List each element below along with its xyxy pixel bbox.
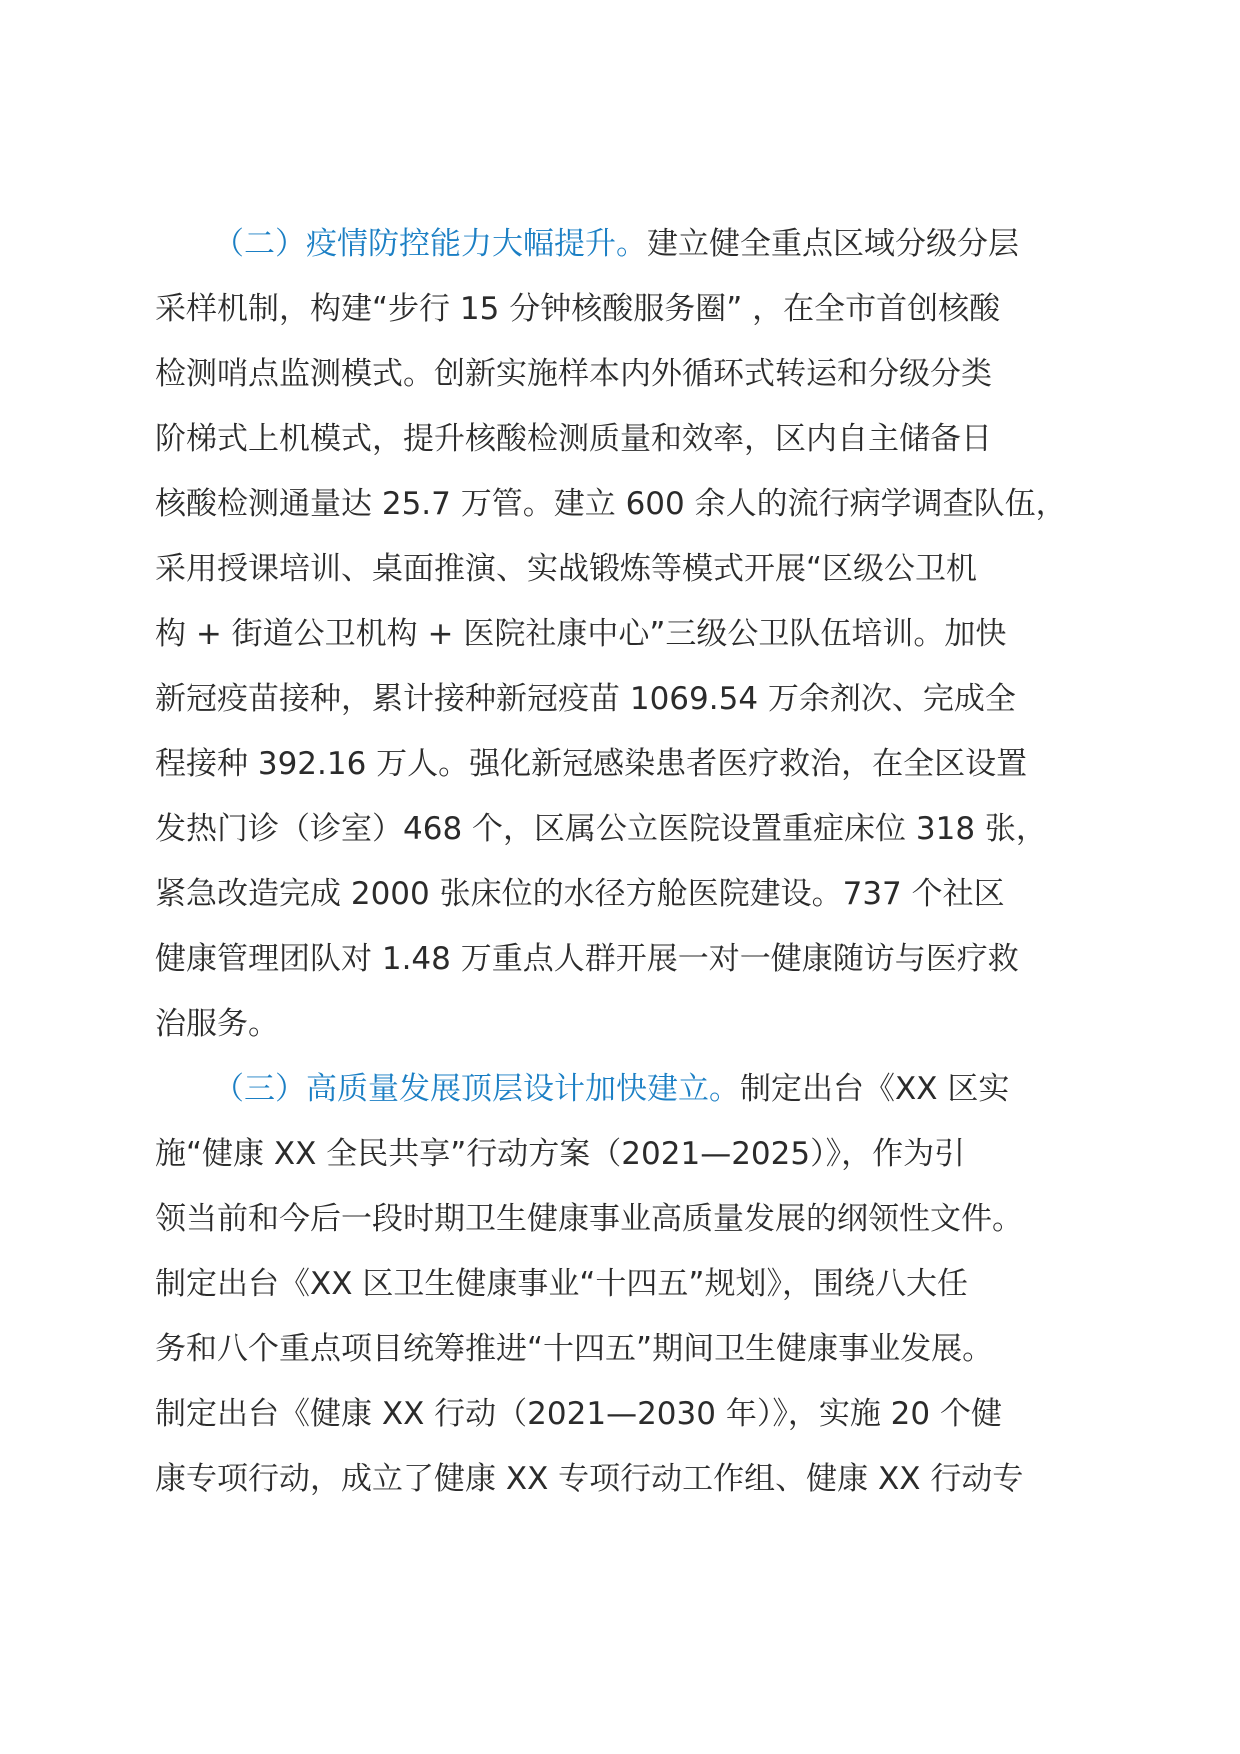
body-line: 制定出台《XX 区卫生健康事业“十四五”规划》，围绕八大任 (155, 1266, 968, 1302)
body-line: 采样机制，构建“步行 15 分钟核酸服务圈” ，在全市首创核酸 (155, 291, 1001, 327)
section-3-heading: （三）高质量发展顶层设计加快建立。 (213, 1071, 740, 1107)
body-line: 核酸检测通量达 25.7 万管。建立 600 余人的流行病学调查队伍， (155, 486, 1067, 522)
section-3-text: 制定出台《XX 区实 (740, 1071, 1010, 1107)
body-line: 新冠疫苗接种，累计接种新冠疫苗 1069.54 万余剂次、完成全 (155, 681, 1016, 717)
body-line: 务和八个重点项目统筹推进“十四五”期间卫生健康事业发展。 (155, 1331, 994, 1367)
body-line: 程接种 392.16 万人。强化新冠感染患者医疗救治，在全区设置 (155, 746, 1028, 782)
section-2-heading: （二）疫情防控能力大幅提升。 (213, 226, 647, 262)
body-line: 施“健康 XX 全民共享”行动方案（2021—2025）》，作为引 (155, 1136, 966, 1172)
section-2-line-1 (155, 212, 1135, 277)
body-line: 治服务。 (155, 1006, 279, 1042)
section-3-line-1 (155, 1057, 1135, 1122)
body-line: 采用授课培训、桌面推演、实战锻炼等模式开展“区级公卫机 (155, 551, 978, 587)
body-line: 康专项行动，成立了健康 XX 专项行动工作组、健康 XX 行动专 (155, 1461, 1024, 1497)
body-line: 构 + 街道公卫机构 + 医院社康中心”三级公卫队伍培训。加快 (155, 616, 1007, 652)
body-line: 健康管理团队对 1.48 万重点人群开展一对一健康随访与医疗救 (155, 941, 1019, 977)
body-line: 阶梯式上机模式，提升核酸检测质量和效率，区内自主储备日 (155, 421, 992, 457)
body-line: 制定出台《健康 XX 行动（2021—2030 年）》，实施 20 个健 (155, 1396, 1002, 1432)
document-body (155, 212, 1135, 1512)
body-line: 领当前和今后一段时期卫生健康事业高质量发展的纲领性文件。 (155, 1201, 1023, 1237)
section-2-text: 建立健全重点区域分级分层 (647, 226, 1019, 262)
body-line: 发热门诊（诊室）468 个，区属公立医院设置重症床位 318 张， (155, 811, 1047, 847)
body-line: 检测哨点监测模式。创新实施样本内外循环式转运和分级分类 (155, 356, 992, 392)
body-line: 紧急改造完成 2000 张床位的水径方舱医院建设。737 个社区 (155, 876, 1005, 912)
